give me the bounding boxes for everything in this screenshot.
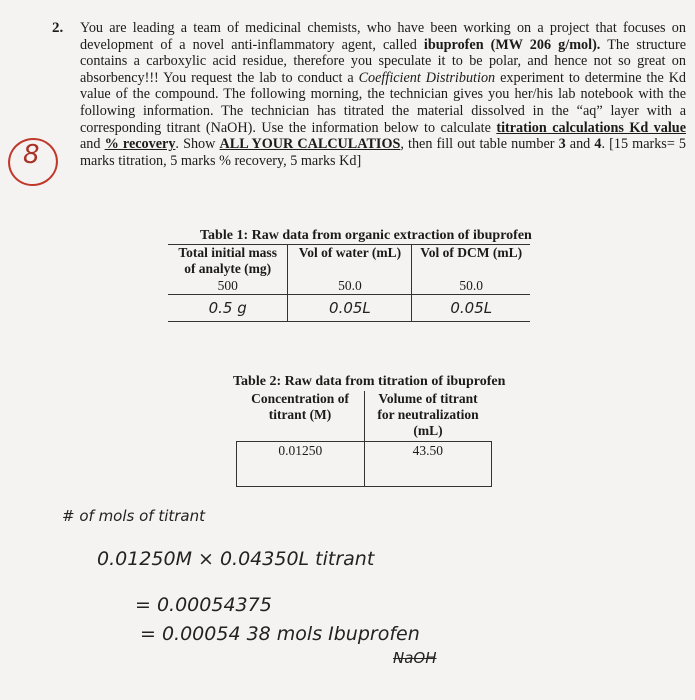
grade-mark: 8: [23, 140, 40, 170]
table1: [168, 244, 530, 322]
table2-value-concentration: 0.01250: [237, 442, 365, 487]
table1-hand-water: 0.05L: [288, 295, 412, 322]
table-ref-3: 3: [558, 136, 566, 153]
table1-value-dcm: 50.0: [412, 277, 530, 295]
question-part: . Show: [175, 136, 216, 153]
table1-hand-mass: 0.5 g: [208, 299, 247, 317]
question-part: and: [80, 136, 101, 153]
experiment-name: Coefficient Distribution: [358, 69, 496, 86]
question-part: You are leading a team of medicinal chemists, who have been working on a project that focuses on development of a novel anti-inflammatory agent, called: [80, 20, 686, 53]
table2-caption: Table 2: Raw data from titration of ibuprofen: [233, 374, 506, 389]
table2-header-concentration: Concentration of titrant (M): [237, 391, 365, 442]
table1-header-dcm: Vol of DCM (mL): [412, 245, 530, 278]
handwriting-line1: # of mols of titrant: [62, 507, 206, 525]
question-part: The structure contains a carboxylic acid residue, therefore you speculate it to be polar, and hence not so great on absorbency!!! You request the lab to conduct a: [80, 36, 686, 86]
table1-hand-dcm: 0.05L: [412, 295, 530, 322]
question-part: and: [569, 136, 591, 153]
marks-breakdown: . [15 marks= 5 marks titration, 5 marks % recovery, 5 marks Kd]: [80, 136, 687, 169]
handwriting-line3: = 0.00054375: [135, 594, 272, 616]
question-text: [80, 20, 686, 169]
table1-value-water: 50.0: [288, 277, 412, 295]
question-number: 2.: [52, 20, 64, 36]
handwriting-line5: NaOH: [393, 649, 437, 667]
handwriting-line2: 0.01250M × 0.04350L titrant: [97, 548, 375, 570]
table2-value-volume: 43.50: [364, 442, 491, 487]
recovery-emphasis: % recovery: [104, 136, 176, 153]
table2-header-volume: Volume of titrant for neutralization (mL): [364, 391, 491, 442]
table-ref-4: 4: [594, 136, 602, 153]
question-part: experiment to determine the Kd value of the compound. The following morning, the technician gives you her/his lab notebook with the following information. The technician has titrated the material dissolved in the “aq” layer with a corresponding titrant (NaOH). Use the information below to calculate: [80, 69, 687, 136]
table1-header-water: Vol of water (mL): [288, 245, 412, 278]
calculations-emphasis: ALL YOUR CALCULATIOS: [219, 136, 401, 153]
table2: [236, 391, 492, 487]
table1-value-mass: 500: [217, 278, 238, 293]
table1-header-mass: Total initial mass of analyte (mg): [178, 245, 277, 276]
titration-emphasis: titration calculations Kd value: [496, 119, 686, 136]
handwriting-line4: = 0.00054 38 mols Ibuprofen: [140, 623, 420, 645]
question-part: , then fill out table number: [400, 136, 555, 153]
table1-caption: Table 1: Raw data from organic extraction of ibuprofen: [200, 228, 532, 243]
drug-name: ibuprofen (MW 206 g/mol).: [423, 36, 601, 53]
